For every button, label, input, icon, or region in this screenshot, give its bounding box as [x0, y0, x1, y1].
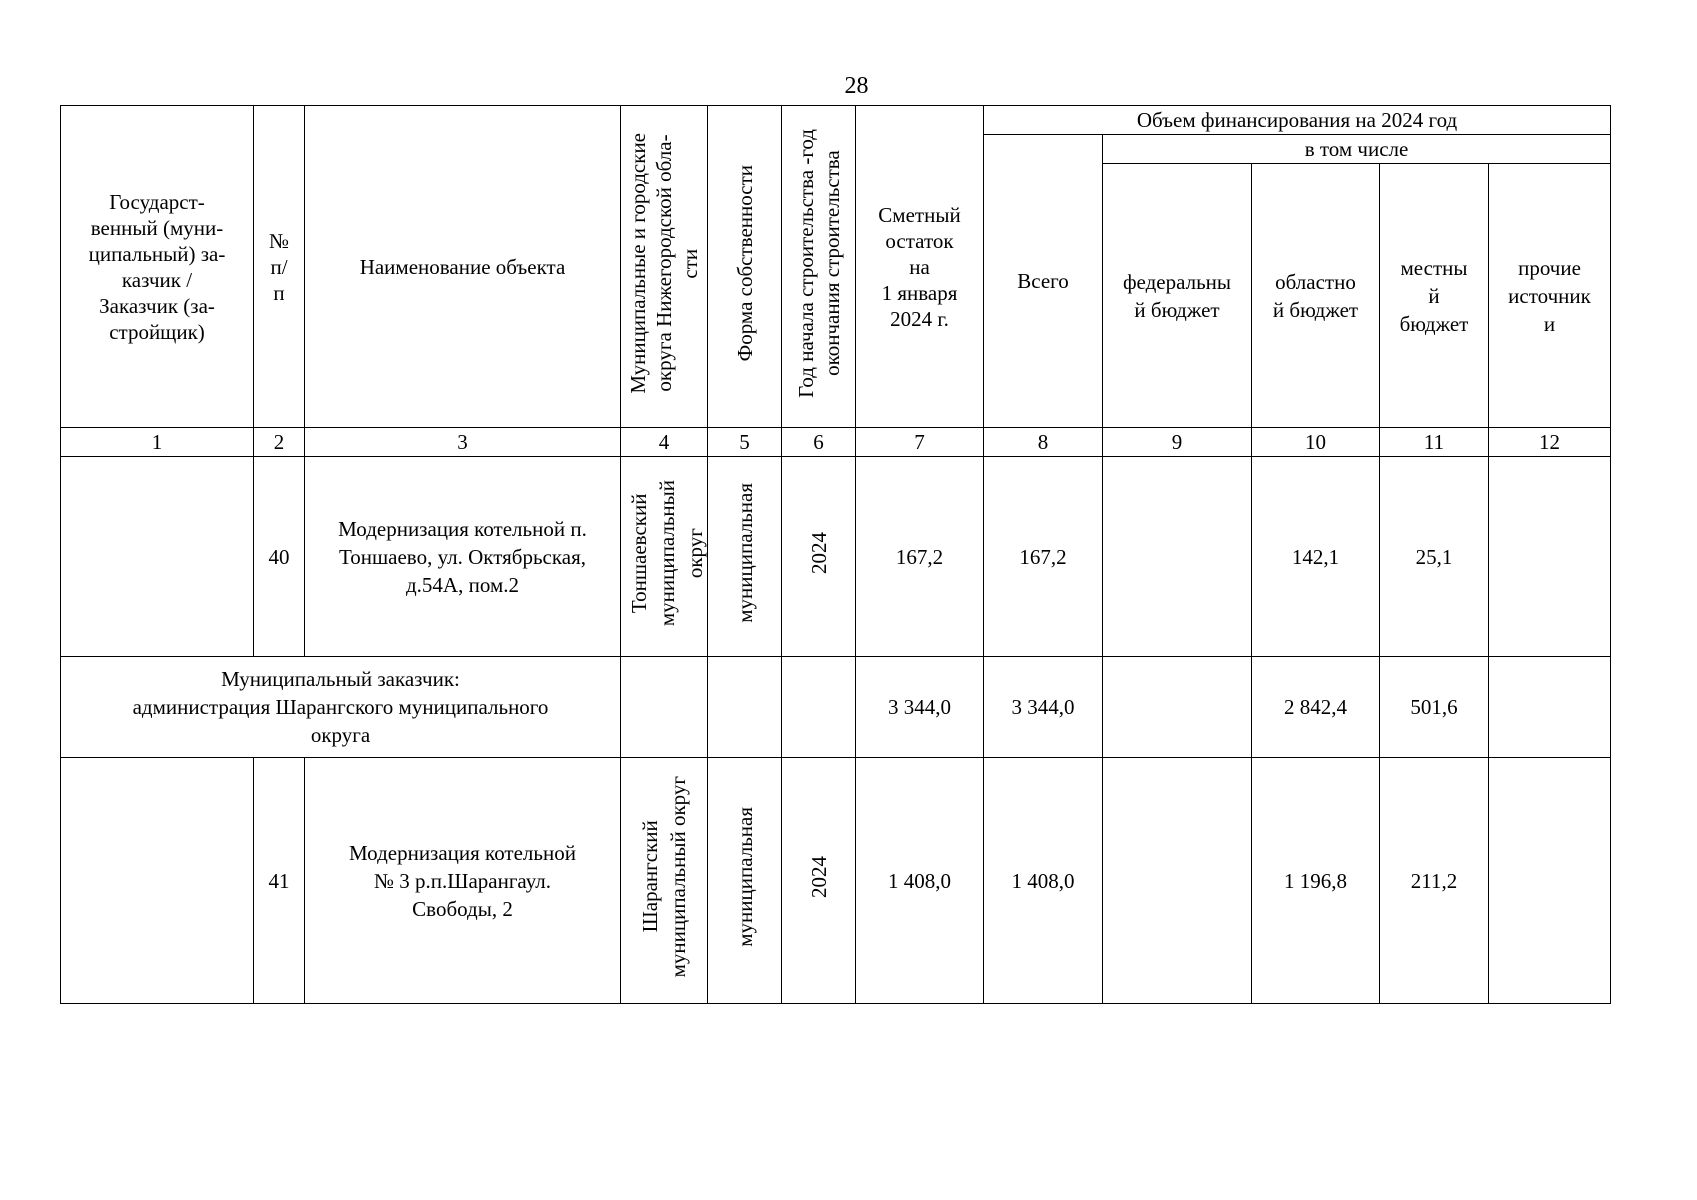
cell-local: 211,2: [1380, 758, 1489, 1004]
cell-ownership-text: муниципальная: [732, 483, 757, 623]
cell-year: [782, 657, 856, 758]
cell-regional: 142,1: [1252, 457, 1380, 657]
cell-municipality: [621, 457, 708, 657]
column-number: 4: [621, 428, 708, 457]
cell-customer: [61, 758, 254, 1004]
cell-ownership: [708, 457, 782, 657]
column-number: 8: [984, 428, 1103, 457]
column-number: 7: [856, 428, 984, 457]
cell-ownership-text: муниципальная: [732, 807, 757, 947]
table-row-40: [61, 457, 1611, 657]
column-number-row: [61, 428, 1611, 457]
financing-table: [60, 105, 1611, 1004]
cell-municipality: [621, 657, 708, 758]
cell-estimate: 3 344,0: [856, 657, 984, 758]
header-estimate: Сметный остаток на 1 января 2024 г.: [856, 106, 984, 428]
page-number: 28: [844, 73, 869, 99]
cell-other: [1489, 457, 1611, 657]
column-number: 5: [708, 428, 782, 457]
header-total: Всего: [984, 135, 1103, 428]
header-financing: Объем финансирования на 2024 год: [984, 106, 1611, 135]
cell-municipality: [621, 758, 708, 1004]
cell-object-name: Модернизация котельной № 3 р.п.Шарангаул. Свободы, 2: [305, 758, 621, 1004]
cell-estimate: 1 408,0: [856, 758, 984, 1004]
header-federal: федеральны й бюджет: [1103, 164, 1252, 428]
header-ownership-text: Форма собственности: [732, 165, 757, 362]
header-municipality-text: Муниципальные и городские округа Нижегородской обла- сти: [626, 133, 702, 394]
cell-total: 167,2: [984, 457, 1103, 657]
table-row-41: [61, 758, 1611, 1004]
column-number: 9: [1103, 428, 1252, 457]
header-local: местны й бюджет: [1380, 164, 1489, 428]
cell-number: 41: [254, 758, 305, 1004]
cell-year: [782, 457, 856, 657]
header-ownership: [708, 106, 782, 428]
header-municipality: [621, 106, 708, 428]
table-row-customer-sharanga: [61, 657, 1611, 758]
header-regional: областно й бюджет: [1252, 164, 1380, 428]
cell-municipal-customer: Муниципальный заказчик: администрация Шарангского муниципального округа: [61, 657, 621, 758]
column-number: 11: [1380, 428, 1489, 457]
cell-ownership: [708, 758, 782, 1004]
cell-year-text: 2024: [806, 532, 831, 574]
cell-total: 3 344,0: [984, 657, 1103, 758]
header-other: прочие источник и: [1489, 164, 1611, 428]
cell-other: [1489, 657, 1611, 758]
column-number: 6: [782, 428, 856, 457]
column-number: 1: [61, 428, 254, 457]
column-number: 3: [305, 428, 621, 457]
cell-regional: 1 196,8: [1252, 758, 1380, 1004]
header-years: [782, 106, 856, 428]
cell-year: [782, 758, 856, 1004]
column-number: 10: [1252, 428, 1380, 457]
header-customer: Государст- венный (муни- ципальный) за- казчик / Заказчик (за- стройщик): [61, 106, 254, 428]
cell-federal: [1103, 657, 1252, 758]
cell-estimate: 167,2: [856, 457, 984, 657]
cell-regional: 2 842,4: [1252, 657, 1380, 758]
cell-customer: [61, 457, 254, 657]
cell-local: 501,6: [1380, 657, 1489, 758]
cell-municipality-text: Тоншаевский муниципальный округ: [627, 479, 707, 627]
cell-other: [1489, 758, 1611, 1004]
header-years-text: Год начала строительства -год окончания строительства: [793, 129, 844, 398]
column-number: 12: [1489, 428, 1611, 457]
cell-ownership: [708, 657, 782, 758]
cell-local: 25,1: [1380, 457, 1489, 657]
cell-total: 1 408,0: [984, 758, 1103, 1004]
cell-municipality-text: Шарангский муниципальный округ: [638, 776, 690, 978]
column-number: 2: [254, 428, 305, 457]
cell-federal: [1103, 457, 1252, 657]
header-including: в том числе: [1103, 135, 1611, 164]
cell-number: 40: [254, 457, 305, 657]
cell-federal: [1103, 758, 1252, 1004]
header-number: № п/ п: [254, 106, 305, 428]
header-object-name: Наименование объекта: [305, 106, 621, 428]
cell-object-name: Модернизация котельной п. Тоншаево, ул. Октябрьская, д.54А, пом.2: [305, 457, 621, 657]
cell-year-text: 2024: [806, 856, 831, 898]
